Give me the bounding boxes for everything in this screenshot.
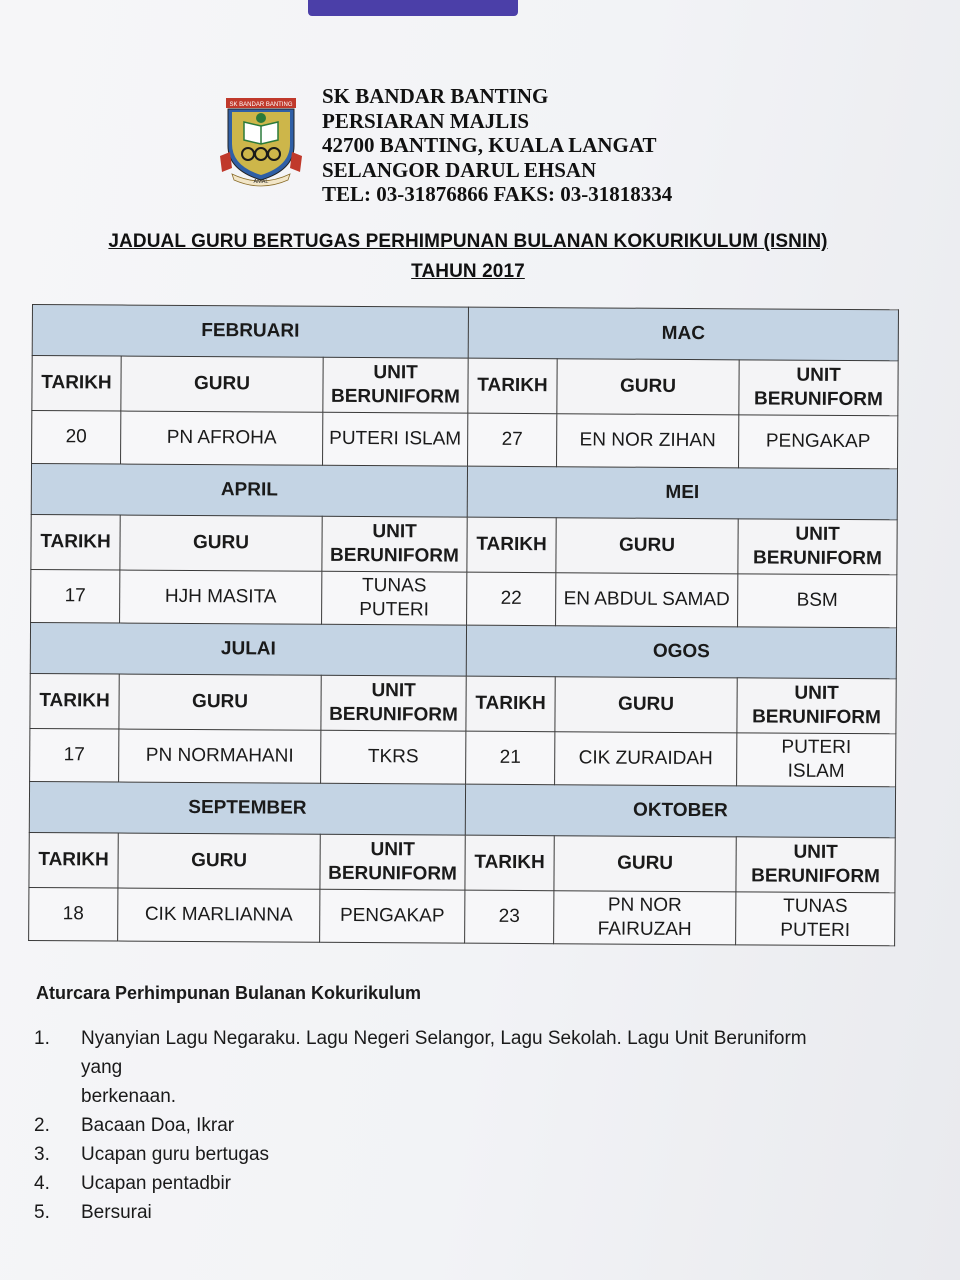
program-item-number: 1. (34, 1028, 50, 1049)
tarikh-cell (31, 569, 120, 623)
col-header-label: BERUNIFORM (328, 862, 457, 885)
date-value: 20 (65, 426, 87, 448)
unit-name: PUTERI ISLAM (329, 427, 462, 450)
month-header (29, 781, 465, 835)
col-header-label: BERUNIFORM (753, 547, 882, 570)
date-value: 23 (498, 905, 520, 927)
address-line-2: 42700 BANTING, KUALA LANGAT (322, 133, 657, 157)
program-item-number: 4. (34, 1173, 50, 1194)
col-header-label: TARIKH (476, 533, 547, 556)
guru-cell (119, 729, 321, 783)
teacher-name: PN NOR (607, 894, 682, 916)
col-header-guru (120, 515, 322, 571)
program-item (34, 1198, 834, 1227)
col-header-label: BERUNIFORM (330, 385, 460, 408)
col-header-label: TARIKH (41, 372, 112, 394)
col-header-label: GURU (193, 372, 251, 395)
col-header-label: TARIKH (40, 531, 111, 553)
program-item (34, 1024, 834, 1111)
col-header-label: UNIT (373, 362, 418, 384)
contact-line: TEL: 03-31876866 FAKS: 03-31818334 (322, 182, 673, 206)
teacher-name: CIK MARLIANNA (144, 903, 293, 926)
tarikh-cell (29, 887, 118, 941)
teacher-name: PN AFROHA (166, 426, 277, 449)
col-header-tarikh (29, 832, 118, 888)
tarikh-cell (30, 728, 119, 782)
col-header-unit (737, 678, 896, 734)
col-header-label: BERUNIFORM (753, 388, 883, 411)
unit-name-cont: PUTERI (359, 599, 430, 621)
unit-cell (323, 412, 468, 466)
unit-name-cont: PUTERI (780, 919, 851, 942)
unit-cell (737, 733, 896, 787)
unit-name-cont: ISLAM (787, 760, 845, 782)
month-header-row (29, 781, 895, 837)
date-value: 27 (501, 428, 523, 451)
program-item-text: Nyanyian Lagu Negaraku. Lagu Negeri Selangor, Lagu Sekolah. Lagu Unit Beruniform yang (81, 1028, 807, 1078)
school-crest-logo (218, 96, 304, 188)
month-header (32, 305, 468, 359)
tarikh-cell (32, 411, 121, 465)
program-list (34, 1024, 834, 1227)
month-name: SEPTEMBER (188, 796, 307, 819)
month-name: FEBRUARI (201, 320, 300, 342)
col-header-tarikh (466, 676, 555, 732)
unit-name: PENGAKAP (339, 904, 445, 927)
col-header-label: GURU (192, 531, 250, 554)
month-name: JULAI (220, 638, 276, 660)
unit-name: TUNAS (362, 575, 427, 597)
column-header-row (30, 673, 896, 733)
month-header-row (30, 622, 896, 678)
month-header (466, 625, 896, 679)
col-header-tarikh (468, 358, 557, 414)
month-name: OGOS (652, 640, 710, 663)
month-header-row (32, 305, 898, 361)
unit-name: TUNAS (783, 895, 848, 917)
col-header-label: UNIT (371, 680, 416, 702)
school-name: SK BANDAR BANTING (322, 84, 549, 108)
table-row (31, 569, 897, 627)
col-header-label: BERUNIFORM (329, 703, 458, 726)
col-header-guru (121, 356, 323, 412)
month-header (465, 784, 895, 838)
guru-cell (121, 411, 323, 465)
teacher-name: HJH MASITA (164, 585, 277, 608)
binder-clip (308, 0, 518, 16)
svg-text:SK BANDAR BANTING: SK BANDAR BANTING (229, 102, 293, 108)
col-header-tarikh (467, 517, 556, 573)
date-value: 18 (62, 903, 84, 925)
tarikh-cell (468, 413, 557, 467)
guru-cell (557, 414, 739, 468)
col-header-label: TARIKH (38, 849, 109, 871)
col-header-label: GURU (617, 852, 674, 874)
col-header-guru (118, 833, 320, 889)
col-header-unit (322, 516, 467, 572)
col-header-label: TARIKH (474, 851, 545, 874)
col-header-label: UNIT (372, 521, 417, 543)
program-item-text: Ucapan pentadbir (81, 1173, 231, 1194)
document-title: JADUAL GURU BERTUGAS PERHIMPUNAN BULANAN KOKURIKULUM (ISNIN) (108, 231, 828, 252)
program-item (34, 1140, 834, 1169)
program-item-number: 3. (34, 1144, 50, 1165)
tarikh-cell (466, 731, 555, 785)
col-header-guru (554, 836, 736, 892)
teacher-name: CIK ZURAIDAH (578, 747, 713, 770)
col-header-label: TARIKH (475, 692, 546, 715)
guru-cell (555, 732, 737, 786)
date-value: 21 (499, 746, 521, 768)
unit-cell (739, 415, 898, 469)
col-header-label: UNIT (796, 364, 841, 386)
program-title: Aturcara Perhimpunan Bulanan Kokurikulum (36, 983, 422, 1003)
unit-name: PUTERI (781, 736, 852, 759)
program-item-text: Ucapan guru bertugas (81, 1144, 270, 1165)
guru-cell (118, 888, 320, 942)
teacher-name: EN ABDUL SAMAD (563, 588, 730, 611)
month-name: APRIL (220, 479, 278, 501)
month-header (468, 307, 898, 361)
col-header-label: TARIKH (477, 374, 548, 397)
col-header-label: GURU (192, 690, 249, 713)
month-header-row (31, 464, 897, 520)
col-header-tarikh (32, 356, 121, 412)
month-name: OKTOBER (633, 799, 728, 822)
col-header-tarikh (30, 673, 119, 729)
month-name: MEI (665, 481, 700, 504)
col-header-label: UNIT (370, 839, 415, 861)
col-header-label: UNIT (795, 523, 840, 545)
table-row (30, 728, 896, 786)
column-header-row (29, 832, 895, 892)
teacher-name: EN NOR ZIHAN (579, 429, 716, 452)
date-value: 22 (500, 587, 522, 609)
col-header-label: BERUNIFORM (752, 706, 881, 729)
tarikh-cell (465, 890, 554, 944)
address-line-1: PERSIARAN MAJLIS (322, 108, 530, 133)
col-header-unit (321, 675, 466, 731)
col-header-label: UNIT (793, 841, 838, 863)
col-header-tarikh (31, 514, 120, 570)
date-value: 17 (63, 744, 85, 766)
month-header (467, 466, 897, 520)
col-header-tarikh (465, 835, 554, 891)
month-name: MAC (661, 322, 706, 345)
duty-schedule-table (28, 304, 899, 946)
program-item-number: 5. (34, 1202, 50, 1223)
school-address-block (322, 84, 672, 207)
col-header-unit (738, 519, 897, 575)
program-item-text-cont: berkenaan. (81, 1086, 177, 1107)
tarikh-cell (467, 572, 556, 626)
guru-cell (556, 573, 738, 627)
col-header-unit (736, 837, 895, 893)
col-header-label: GURU (618, 693, 675, 715)
document-year: TAHUN 2017 (411, 261, 525, 282)
month-header (30, 622, 466, 676)
col-header-guru (119, 674, 321, 730)
month-header (31, 464, 467, 518)
unit-cell (320, 889, 465, 943)
col-header-label: TARIKH (39, 690, 110, 712)
col-header-unit (739, 360, 898, 416)
guru-cell (554, 891, 736, 945)
column-header-row (32, 356, 898, 416)
col-header-label: BERUNIFORM (751, 865, 880, 888)
col-header-unit (323, 357, 468, 413)
unit-cell (321, 730, 466, 784)
date-value: 17 (64, 585, 86, 607)
unit-cell (322, 571, 467, 625)
program-item-text: Bacaan Doa, Ikrar (81, 1115, 235, 1136)
col-header-label: GURU (191, 849, 248, 872)
col-header-unit (320, 834, 465, 890)
teacher-name: PN NORMAHANI (145, 744, 294, 767)
program-item (34, 1111, 834, 1140)
unit-name: TKRS (367, 746, 419, 768)
unit-name: PENGAKAP (765, 430, 871, 453)
col-header-label: UNIT (794, 682, 839, 704)
program-item-number: 2. (34, 1115, 50, 1136)
col-header-guru (555, 677, 737, 733)
guru-cell (120, 570, 322, 624)
unit-cell (738, 574, 897, 628)
table-row (29, 887, 895, 945)
col-header-label: GURU (619, 375, 677, 397)
table-row (32, 411, 898, 469)
col-header-guru (557, 359, 739, 415)
unit-cell (736, 892, 895, 946)
program-item (34, 1169, 834, 1198)
program-item-text: Bersurai (81, 1202, 152, 1223)
column-header-row (31, 514, 897, 574)
logo-motto: AMAL (253, 179, 269, 185)
col-header-label: BERUNIFORM (330, 544, 459, 567)
address-line-3: SELANGOR DARUL EHSAN (322, 157, 597, 182)
col-header-label: GURU (618, 534, 676, 556)
unit-name: BSM (796, 589, 838, 611)
col-header-guru (556, 518, 738, 574)
teacher-name-cont: FAIRUZAH (597, 918, 692, 941)
